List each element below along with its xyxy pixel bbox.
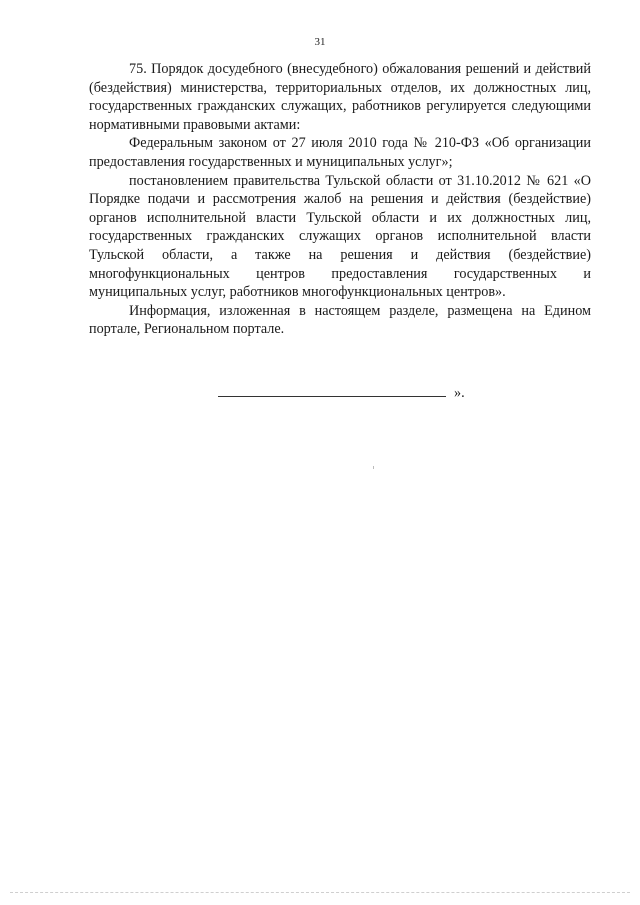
- page-number: 31: [314, 36, 326, 48]
- scan-bottom-edge: [10, 892, 630, 893]
- paragraph-federal-law: Федеральным законом от 27 июля 2010 года № 210-ФЗ «Об организации предоставления государственных и муниципальных услуг»;: [89, 135, 591, 170]
- scan-speck: [373, 466, 374, 469]
- paragraph-appeal-procedure: 75. Порядок досудебного (внесудебного) обжалования решений и действий (бездействия) министерства, территориальных отделов, их должностных лиц, государственных гражданских служащих, работников регулируется следующими нормативными правовыми актами:: [89, 61, 591, 133]
- closing-rule: [218, 384, 446, 397]
- paragraph-information-placement: Информация, изложенная в настоящем разделе, размещена на Едином портале, Региональном портале.: [89, 302, 591, 338]
- closing-signoff: [218, 384, 465, 402]
- paragraph-regional-resolution: постановлением правительства Тульской области от 31.10.2012 № 621 «О Порядке подачи и рассмотрения жалоб на решения и действия (бездействие) органов исполнительной власти Тульской области и их должностных лиц, государственных гражданских служащих органов исполнительной власти Тульской области, а также на решения и действия (бездействие) многофункциональных центров предоставления государственных и муниципальных услуг, работников многофункциональных центров».: [89, 172, 591, 301]
- closing-quote-mark: ».: [454, 385, 465, 401]
- document-body: [89, 60, 591, 339]
